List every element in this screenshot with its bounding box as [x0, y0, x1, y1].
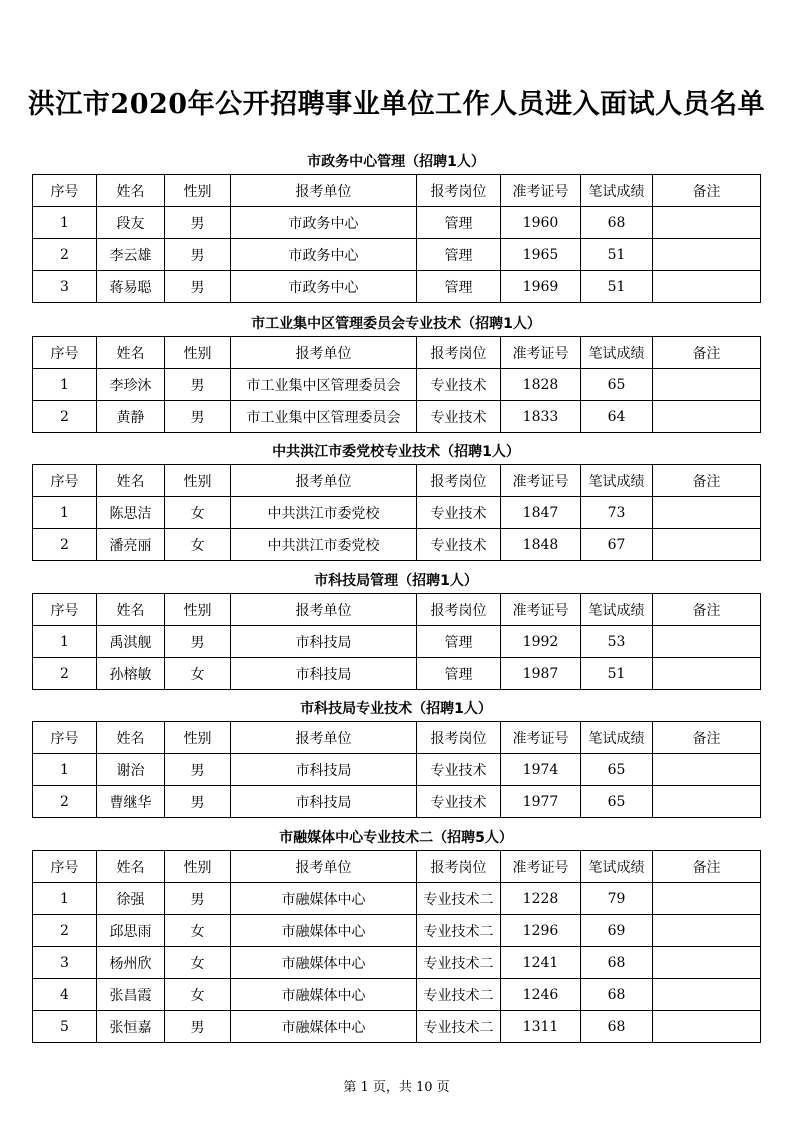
table-cell [653, 207, 761, 239]
table-cell [653, 786, 761, 818]
table-cell: 男 [165, 271, 231, 303]
table-cell: 女 [165, 915, 231, 947]
table-cell: 1 [33, 883, 97, 915]
table-cell [653, 401, 761, 433]
column-header: 报考岗位 [417, 851, 501, 883]
column-header: 报考单位 [231, 465, 417, 497]
table-cell: 1241 [501, 947, 581, 979]
table-cell: 51 [581, 239, 653, 271]
table-row [33, 658, 761, 690]
table-cell: 1 [33, 207, 97, 239]
table-cell: 男 [165, 239, 231, 271]
table-cell [653, 1011, 761, 1043]
table-cell: 张昌霞 [97, 979, 165, 1011]
column-header: 性别 [165, 722, 231, 754]
column-header: 准考证号 [501, 175, 581, 207]
table-cell: 68 [581, 207, 653, 239]
table-row [33, 754, 761, 786]
table-cell: 79 [581, 883, 653, 915]
column-header: 准考证号 [501, 851, 581, 883]
table-row [33, 529, 761, 561]
table-row [33, 947, 761, 979]
table-cell: 1828 [501, 369, 581, 401]
table-cell: 女 [165, 947, 231, 979]
table-cell: 市融媒体中心 [231, 915, 417, 947]
table-cell: 65 [581, 754, 653, 786]
table-cell: 男 [165, 883, 231, 915]
table-cell: 1311 [501, 1011, 581, 1043]
column-header: 备注 [653, 722, 761, 754]
table-cell: 男 [165, 626, 231, 658]
table-cell: 51 [581, 271, 653, 303]
column-header: 序号 [33, 465, 97, 497]
table-cell: 专业技术二 [417, 883, 501, 915]
column-header: 姓名 [97, 175, 165, 207]
section-title: 中共洪江市委党校专业技术（招聘1人） [272, 444, 520, 460]
table-cell: 5 [33, 1011, 97, 1043]
table-cell: 1960 [501, 207, 581, 239]
table-row [33, 786, 761, 818]
table-cell: 专业技术 [417, 369, 501, 401]
table-cell [653, 271, 761, 303]
table-cell: 2 [33, 658, 97, 690]
table-cell: 谢治 [97, 754, 165, 786]
applicant-table [32, 464, 761, 561]
table-cell: 2 [33, 786, 97, 818]
table-cell: 2 [33, 239, 97, 271]
table-cell: 市融媒体中心 [231, 947, 417, 979]
table-row [33, 271, 761, 303]
column-header: 备注 [653, 851, 761, 883]
column-header: 姓名 [97, 722, 165, 754]
table-cell: 专业技术 [417, 529, 501, 561]
column-header: 备注 [653, 175, 761, 207]
table-cell: 市政务中心 [231, 271, 417, 303]
applicant-table [32, 174, 761, 303]
table-cell: 市科技局 [231, 786, 417, 818]
section-5 [32, 697, 760, 818]
table-cell: 市融媒体中心 [231, 1011, 417, 1043]
applicant-table [32, 336, 761, 433]
column-header: 性别 [165, 594, 231, 626]
column-header: 序号 [33, 594, 97, 626]
table-cell: 市政务中心 [231, 239, 417, 271]
table-cell: 男 [165, 1011, 231, 1043]
table-cell: 男 [165, 369, 231, 401]
table-cell: 1848 [501, 529, 581, 561]
column-header: 序号 [33, 851, 97, 883]
column-header: 报考单位 [231, 594, 417, 626]
table-cell: 男 [165, 754, 231, 786]
column-header: 序号 [33, 337, 97, 369]
column-header: 备注 [653, 594, 761, 626]
table-cell: 市科技局 [231, 658, 417, 690]
column-header: 报考岗位 [417, 175, 501, 207]
column-header: 姓名 [97, 337, 165, 369]
column-header: 备注 [653, 337, 761, 369]
table-cell: 1969 [501, 271, 581, 303]
table-cell: 陈思洁 [97, 497, 165, 529]
table-cell: 64 [581, 401, 653, 433]
table-cell: 中共洪江市委党校 [231, 529, 417, 561]
table-cell: 1 [33, 754, 97, 786]
table-cell: 管理 [417, 207, 501, 239]
table-cell [653, 947, 761, 979]
table-cell: 管理 [417, 658, 501, 690]
column-header: 备注 [653, 465, 761, 497]
table-cell: 女 [165, 497, 231, 529]
table-cell: 黄静 [97, 401, 165, 433]
table-cell: 女 [165, 529, 231, 561]
section-title: 市政务中心管理（招聘1人） [307, 154, 485, 170]
table-cell: 1246 [501, 979, 581, 1011]
column-header: 笔试成绩 [581, 175, 653, 207]
table-row [33, 979, 761, 1011]
table-cell: 53 [581, 626, 653, 658]
table-row [33, 207, 761, 239]
table-header-row [33, 851, 761, 883]
section-title: 市科技局管理（招聘1人） [314, 573, 478, 589]
table-cell: 68 [581, 1011, 653, 1043]
applicant-table [32, 850, 761, 1043]
table-cell [653, 979, 761, 1011]
table-cell: 女 [165, 658, 231, 690]
table-cell: 段友 [97, 207, 165, 239]
column-header: 报考岗位 [417, 465, 501, 497]
table-cell: 邱思雨 [97, 915, 165, 947]
table-cell: 市工业集中区管理委员会 [231, 401, 417, 433]
column-header: 姓名 [97, 594, 165, 626]
table-header-row [33, 337, 761, 369]
table-cell: 1228 [501, 883, 581, 915]
table-row [33, 369, 761, 401]
table-cell [653, 239, 761, 271]
column-header: 序号 [33, 722, 97, 754]
table-cell: 68 [581, 947, 653, 979]
table-cell: 67 [581, 529, 653, 561]
column-header: 报考单位 [231, 851, 417, 883]
column-header: 报考单位 [231, 175, 417, 207]
table-cell: 1987 [501, 658, 581, 690]
column-header: 准考证号 [501, 722, 581, 754]
column-header: 报考岗位 [417, 722, 501, 754]
table-cell: 65 [581, 369, 653, 401]
table-cell [653, 883, 761, 915]
table-cell [653, 497, 761, 529]
table-cell: 1977 [501, 786, 581, 818]
table-cell: 3 [33, 947, 97, 979]
table-cell: 市科技局 [231, 754, 417, 786]
table-cell: 65 [581, 786, 653, 818]
column-header: 报考单位 [231, 722, 417, 754]
table-cell: 男 [165, 401, 231, 433]
table-cell: 1833 [501, 401, 581, 433]
table-header-row [33, 465, 761, 497]
table-cell: 专业技术 [417, 786, 501, 818]
column-header: 报考单位 [231, 337, 417, 369]
table-cell: 1965 [501, 239, 581, 271]
table-cell [653, 915, 761, 947]
table-row [33, 915, 761, 947]
table-cell: 1 [33, 369, 97, 401]
table-cell: 管理 [417, 239, 501, 271]
table-cell: 禹淇舰 [97, 626, 165, 658]
column-header: 姓名 [97, 851, 165, 883]
table-cell: 女 [165, 979, 231, 1011]
section-3 [32, 440, 760, 561]
table-cell: 专业技术二 [417, 915, 501, 947]
table-cell: 徐强 [97, 883, 165, 915]
table-cell: 2 [33, 915, 97, 947]
section-4 [32, 569, 760, 690]
table-cell: 51 [581, 658, 653, 690]
column-header: 性别 [165, 175, 231, 207]
table-cell: 专业技术二 [417, 947, 501, 979]
table-cell: 管理 [417, 626, 501, 658]
table-cell: 4 [33, 979, 97, 1011]
table-cell: 68 [581, 979, 653, 1011]
applicant-table [32, 593, 761, 690]
table-cell: 1847 [501, 497, 581, 529]
table-cell: 1992 [501, 626, 581, 658]
table-cell: 曹继华 [97, 786, 165, 818]
table-cell: 市科技局 [231, 626, 417, 658]
page-footer: 第 1 页，共 10 页 [343, 1080, 450, 1095]
table-cell: 2 [33, 529, 97, 561]
table-cell: 男 [165, 786, 231, 818]
section-1 [32, 150, 760, 303]
table-cell: 张恒嘉 [97, 1011, 165, 1043]
table-header-row [33, 722, 761, 754]
table-cell: 市融媒体中心 [231, 979, 417, 1011]
column-header: 笔试成绩 [581, 465, 653, 497]
column-header: 笔试成绩 [581, 594, 653, 626]
table-cell: 市工业集中区管理委员会 [231, 369, 417, 401]
table-cell: 1 [33, 497, 97, 529]
table-cell: 李珍沐 [97, 369, 165, 401]
table-row [33, 883, 761, 915]
table-cell: 专业技术二 [417, 1011, 501, 1043]
column-header: 性别 [165, 337, 231, 369]
table-cell: 专业技术 [417, 497, 501, 529]
table-cell [653, 754, 761, 786]
table-row [33, 401, 761, 433]
column-header: 笔试成绩 [581, 337, 653, 369]
applicant-table [32, 721, 761, 818]
column-header: 笔试成绩 [581, 722, 653, 754]
column-header: 姓名 [97, 465, 165, 497]
column-header: 序号 [33, 175, 97, 207]
section-title: 市工业集中区管理委员会专业技术（招聘1人） [251, 316, 541, 332]
column-header: 准考证号 [501, 337, 581, 369]
table-cell: 1296 [501, 915, 581, 947]
table-cell: 李云雄 [97, 239, 165, 271]
table-cell: 杨州欣 [97, 947, 165, 979]
table-header-row [33, 594, 761, 626]
column-header: 报考岗位 [417, 594, 501, 626]
column-header: 准考证号 [501, 465, 581, 497]
section-6 [32, 826, 760, 1043]
table-row [33, 497, 761, 529]
column-header: 笔试成绩 [581, 851, 653, 883]
column-header: 准考证号 [501, 594, 581, 626]
table-cell [653, 658, 761, 690]
table-cell: 男 [165, 207, 231, 239]
page-title: 洪江市2020年公开招聘事业单位工作人员进入面试人员名单 [27, 89, 766, 120]
table-cell: 孙榕敏 [97, 658, 165, 690]
table-cell: 潘亮丽 [97, 529, 165, 561]
column-header: 报考岗位 [417, 337, 501, 369]
table-cell: 专业技术 [417, 754, 501, 786]
table-cell: 1974 [501, 754, 581, 786]
column-header: 性别 [165, 851, 231, 883]
table-cell [653, 369, 761, 401]
table-cell: 专业技术二 [417, 979, 501, 1011]
table-cell [653, 626, 761, 658]
table-cell: 市政务中心 [231, 207, 417, 239]
section-title: 市科技局专业技术（招聘1人） [300, 701, 492, 717]
table-cell: 3 [33, 271, 97, 303]
table-cell: 中共洪江市委党校 [231, 497, 417, 529]
section-title: 市融媒体中心专业技术二（招聘5人） [279, 830, 513, 846]
table-cell: 管理 [417, 271, 501, 303]
table-cell: 2 [33, 401, 97, 433]
table-cell: 69 [581, 915, 653, 947]
table-cell: 蒋易聪 [97, 271, 165, 303]
table-row [33, 626, 761, 658]
table-header-row [33, 175, 761, 207]
table-cell [653, 529, 761, 561]
table-cell: 市融媒体中心 [231, 883, 417, 915]
table-row [33, 239, 761, 271]
table-cell: 73 [581, 497, 653, 529]
table-cell: 1 [33, 626, 97, 658]
table-cell: 专业技术 [417, 401, 501, 433]
section-2 [32, 312, 760, 433]
table-row [33, 1011, 761, 1043]
column-header: 性别 [165, 465, 231, 497]
